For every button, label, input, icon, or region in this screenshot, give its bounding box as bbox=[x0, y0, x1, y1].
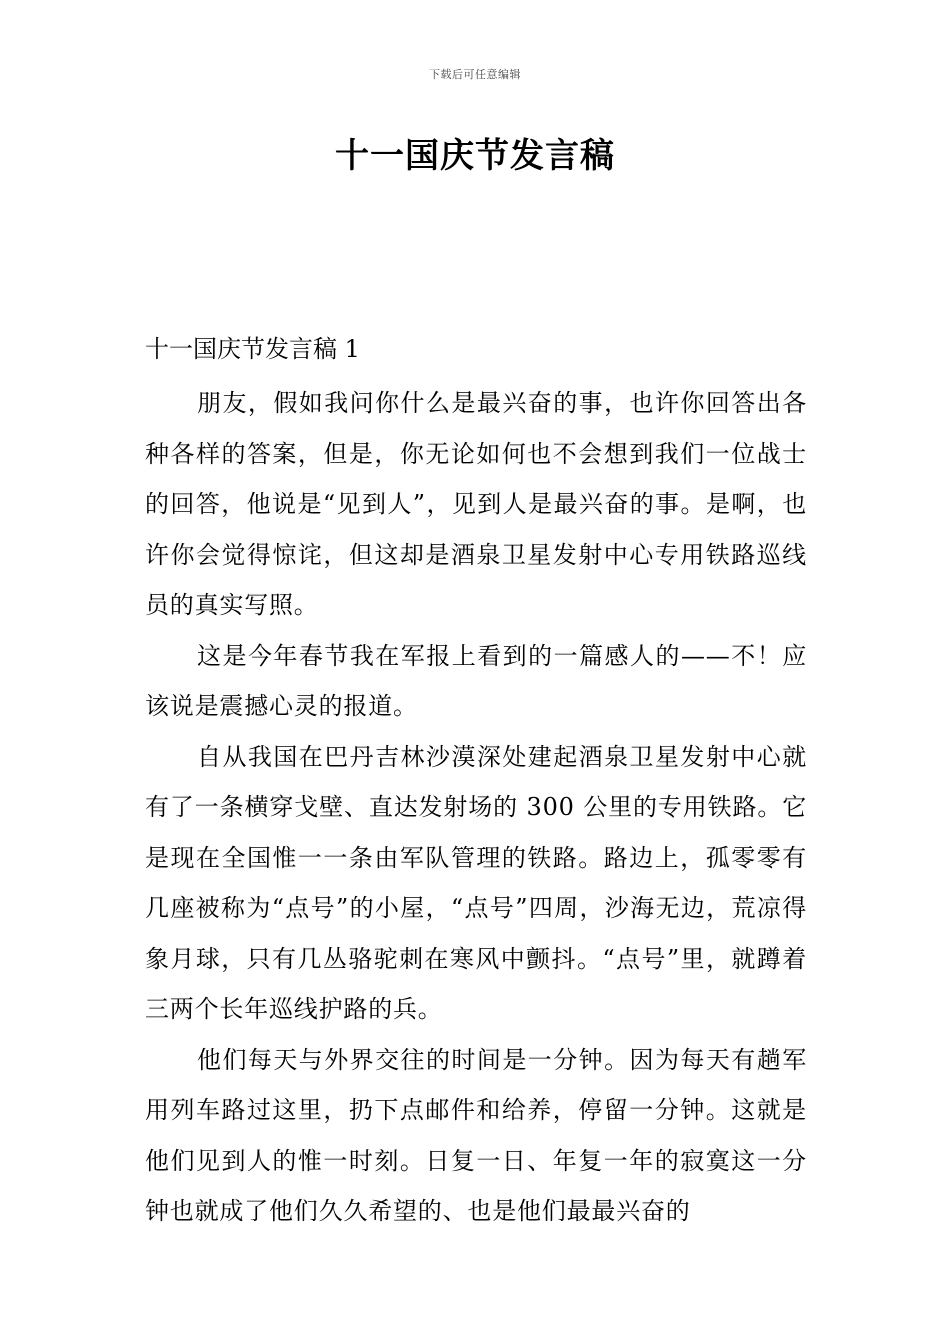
paragraph-3: 自从我国在巴丹吉林沙漠深处建起酒泉卫星发射中心就有了一条横穿戈壁、直达发射场的 300 公里的专用铁路。它是现在全国惟一一条由军队管理的铁路。路边上，孤零零有几座被称为“点号”的小屋，“点号”四周，沙海无边，荒凉得象月球，只有几丛骆驼刺在寒风中颤抖。“点号”里，就蹲着三两个长年巡线护路的兵。 bbox=[145, 742, 807, 1023]
paragraph-1: 朋友，假如我问你什么是最兴奋的事，也许你回答出各种各样的答案，但是，你无论如何也不会想到我们一位战士的回答，他说是“见到人”，见到人是最兴奋的事。是啊，也许你会觉得惊诧，但这却是酒泉卫星发射中心专用铁路巡线员的真实写照。 bbox=[145, 389, 807, 619]
document-title: 十一国庆节发言稿 bbox=[335, 136, 615, 176]
paragraph-2: 这是今年春节我在军报上看到的一篇感人的——不！应该说是震撼心灵的报道。 bbox=[145, 641, 807, 720]
paragraph-4: 他们每天与外界交往的时间是一分钟。因为每天有趟军用列车路过这里，扔下点邮件和给养，停留一分钟。这就是他们见到人的惟一时刻。日复一日、年复一年的寂寞这一分钟也就成了他们久久希望的、也是他们最最兴奋的 bbox=[145, 1045, 807, 1225]
header-note: 下载后可任意编辑 bbox=[429, 68, 521, 81]
document-body bbox=[145, 330, 807, 1237]
section-heading: 十一国庆节发言稿 1 bbox=[145, 335, 360, 363]
